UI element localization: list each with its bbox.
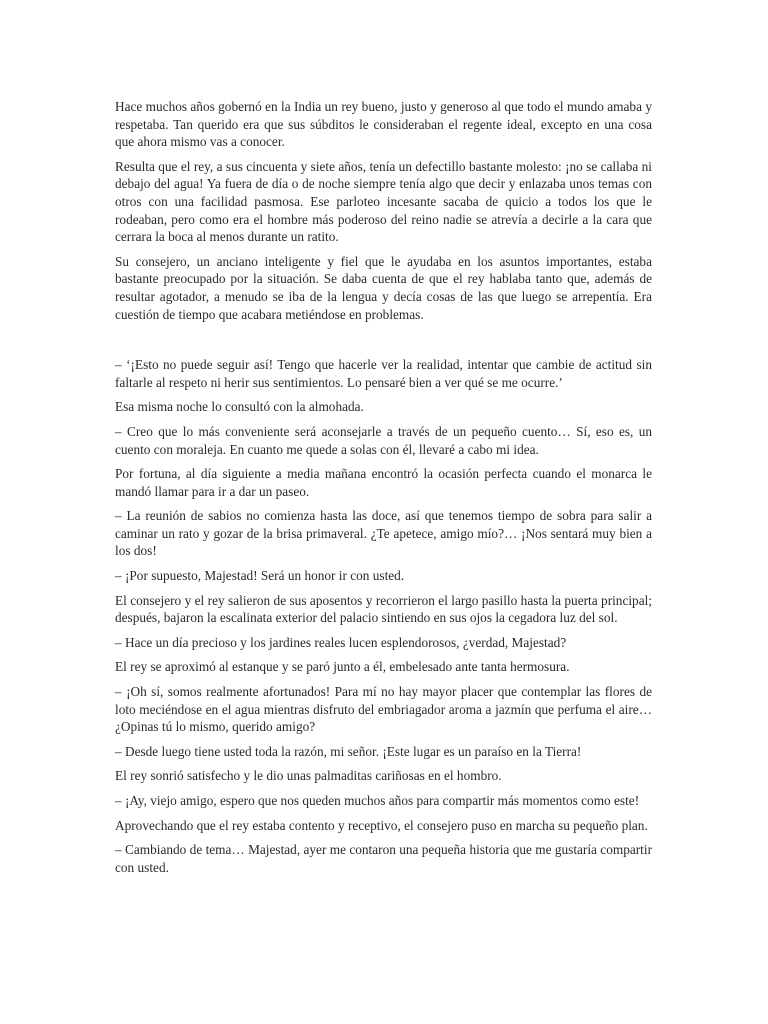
paragraph-12: El rey se aproximó al estanque y se paró junto a él, embelesado ante tanta hermosura. — [115, 659, 570, 675]
paragraph-2: Resulta que el rey, a sus cincuenta y siete años, tenía un defectillo bastante molesto: ¡no se callaba ni debajo del agua! Ya fuera de día o de noche siempre tenía algo que decir y enlazaba unos temas con otros con una facilidad pasmosa. Ese parloteo incesante sacaba de quicio a todos los que le rodeaban, pero como era el hombre más poderoso del reino nadie se atrevía a decirle a la cara que cerrara la boca al menos durante un ratito. — [115, 158, 652, 245]
paragraph-5: Esa misma noche lo consultó con la almohada. — [115, 399, 364, 415]
paragraph-10: El consejero y el rey salieron de sus aposentos y recorrieron el largo pasillo hasta la puerta principal; después, bajaron la escalinata exterior del palacio sintiendo en sus ojos la cegadora luz del sol. — [115, 592, 652, 626]
document-page — [115, 98, 652, 883]
paragraph-4: – ‘¡Esto no puede seguir así! Tengo que hacerle ver la realidad, intentar que cambie de actitud sin faltarle al respeto ni herir sus sentimientos. Lo pensaré bien a ver qué se me ocurre.’ — [115, 357, 652, 390]
paragraph-18: – Cambiando de tema… Majestad, ayer me contaron una pequeña historia que me gustaría compartir con usted. — [115, 842, 652, 875]
paragraph-15: El rey sonrió satisfecho y le dio unas palmaditas cariñosas en el hombro. — [115, 768, 502, 784]
paragraph-11: – Hace un día precioso y los jardines reales lucen esplendorosos, ¿verdad, Majestad? — [115, 634, 567, 650]
paragraph-1: Hace muchos años gobernó en la India un rey bueno, justo y generoso al que todo el mundo amaba y respetaba. Tan querido era que sus súbditos le consideraban el regente ideal, excepto en una cosa que ahora mismo vas a conocer. — [115, 99, 652, 150]
paragraph-17: Aprovechando que el rey estaba contento y receptivo, el consejero puso en marcha su pequeño plan. — [115, 817, 648, 833]
paragraph-7: Por fortuna, al día siguiente a media mañana encontró la ocasión perfecta cuando el monarca le mandó llamar para ir a dar un paseo. — [115, 466, 652, 499]
paragraph-13: – ¡Oh sí, somos realmente afortunados! Para mí no hay mayor placer que contemplar las flores de loto meciéndose en el agua mientras disfruto del embriagador aroma a jazmín que perfuma el aire… ¿Opinas tú lo mismo, querido amigo? — [115, 684, 652, 735]
paragraph-14: – Desde luego tiene usted toda la razón, mi señor. ¡Este lugar es un paraíso en la Tierra! — [115, 743, 582, 759]
paragraph-16: – ¡Ay, viejo amigo, espero que nos queden muchos años para compartir más momentos como este! — [115, 793, 640, 808]
paragraph-8: – La reunión de sabios no comienza hasta las doce, así que tenemos tiempo de sobra para salir a caminar un rato y gozar de la brisa primaveral. ¿Te apetece, amigo mío?… ¡Nos sentará muy bien a los dos! — [115, 508, 652, 559]
paragraph-3: Su consejero, un anciano inteligente y fiel que le ayudaba en los asuntos importantes, estaba bastante preocupado por la situación. Se daba cuenta de que el rey hablaba tanto que, además de resultar agotador, a menudo se iba de la lengua y decía cosas de las que luego se arrepentía. Era cuestión de tiempo que acabara metiéndose en problemas. — [115, 253, 652, 322]
paragraph-9: – ¡Por supuesto, Majestad! Será un honor ir con usted. — [115, 568, 405, 584]
paragraph-6: – Creo que lo más conveniente será aconsejarle a través de un pequeño cuento… Sí, eso es, un cuento con moraleja. En cuanto me quede a solas con él, llevaré a cabo mi idea. — [115, 423, 652, 457]
